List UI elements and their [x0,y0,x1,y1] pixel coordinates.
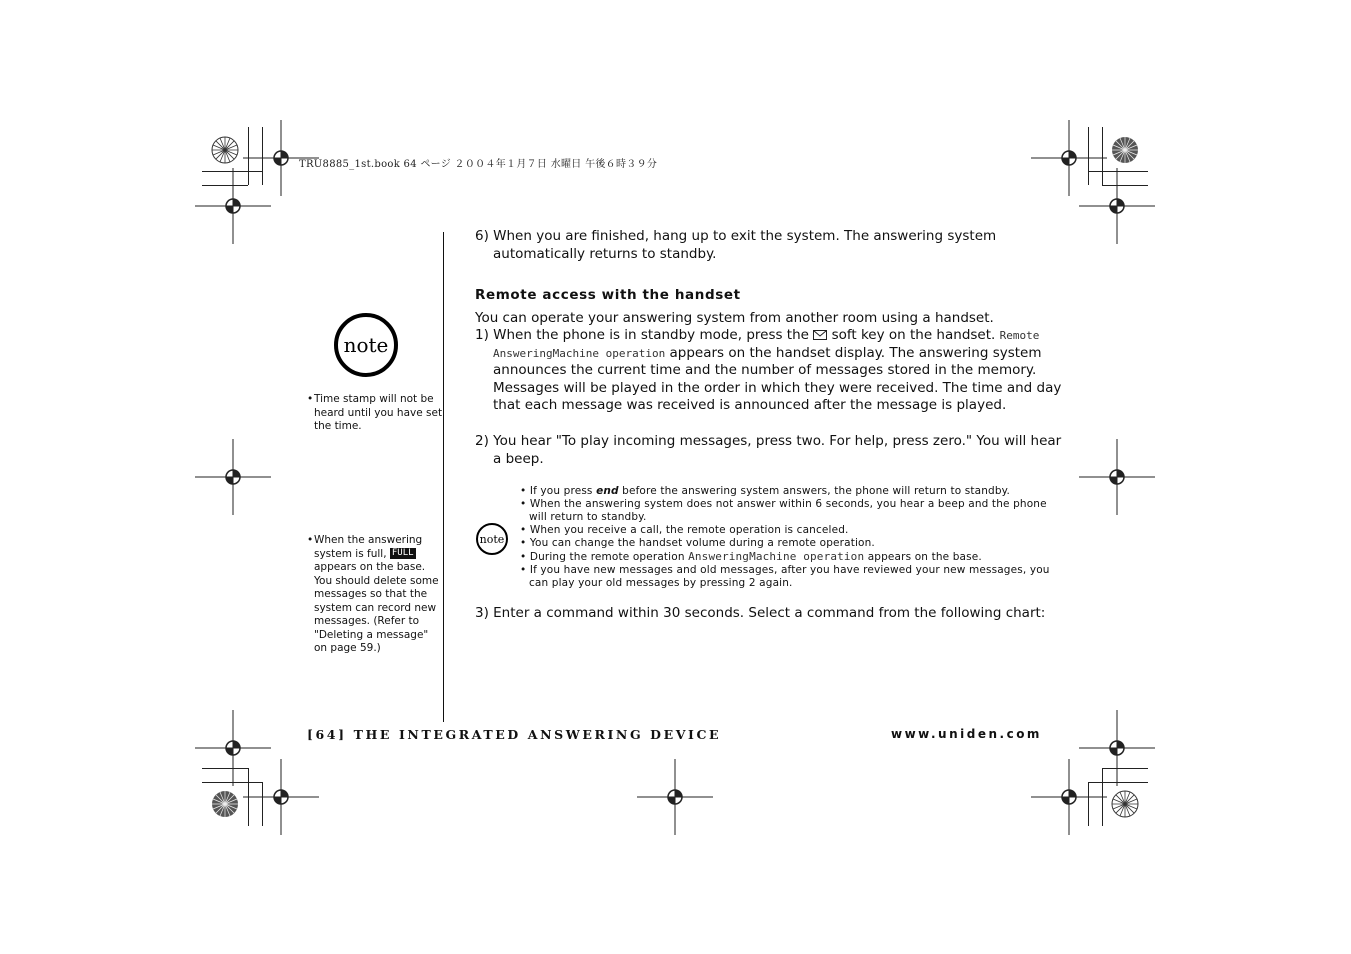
website-link[interactable]: www.uniden.com [891,727,1042,741]
base-display-text: AnsweringMachine operation [688,550,865,563]
sidebar-note-system-full [307,534,444,656]
lcd-full-indicator: FULL [391,548,414,558]
note-badge: note [334,313,398,377]
registration-mark-icon [1031,759,1107,835]
registration-mark-icon [637,759,713,835]
bullet: • [307,393,314,405]
registration-mark-icon [195,439,271,515]
sidebar-note-text: When the answering system is full, [314,534,423,560]
starburst-target-icon [212,137,238,163]
registration-mark-icon [1079,168,1155,244]
intro-paragraph: You can operate your answering system from another room using a handset. [475,310,994,326]
step-1: 1) When the phone is in standby mode, press the soft key on the handset. Remote AnsweringMachine operation appears on the handset display. The answering system announces the current time and the number of messages stored in the memory. Messages will be played in the order in which they were received. The time and day that each message was received is announced after the message is played. [475,327,1062,413]
bullet: • [307,534,314,546]
list-item: • When the answering system does not answer within 6 seconds, you hear a beep and the phone will return to standby. [520,498,1047,523]
note-bullet-list [520,485,1050,590]
step-6: 6) When you are finished, hang up to exit the system. The answering system automatically returns to standby. [475,228,997,262]
sidebar-note-time-stamp [307,393,444,434]
list-item: • When you receive a call, the remote operation is canceled. [520,524,849,536]
envelope-softkey-icon [813,330,827,340]
registration-mark-icon [1079,710,1155,786]
registration-mark-icon [243,759,319,835]
starburst-target-icon [212,791,238,817]
print-header: TRU8885_1st.book 64 ページ ２００４年１月７日 水曜日 午後６時３９分 [299,159,658,170]
page-footer-title: [64] THE INTEGRATED ANSWERING DEVICE [307,727,722,742]
sidebar-note-text: appears on the base. You should delete some messages so that the system can record new messages. (Refer to "Deleting a message" on page 59.) [314,561,439,654]
step-3: 3) Enter a command within 30 seconds. Select a command from the following chart: [475,605,1046,621]
section-heading: Remote access with the handset [475,287,741,303]
registration-mark-icon [195,168,271,244]
sidebar-note-text: Time stamp will not be heard until you have set the time. [314,393,443,432]
registration-mark-icon [1079,439,1155,515]
step-2: 2) You hear "To play incoming messages, press two. For help, press zero." You will hear a beep. [475,433,1062,467]
starburst-target-icon [1112,137,1138,163]
note-badge-small: note [476,523,508,555]
end-key-label: end [596,485,619,497]
registration-mark-icon [1031,120,1107,196]
list-item: • If you press end before the answering system answers, the phone will return to standby. [520,485,1011,497]
registration-mark-icon [195,710,271,786]
handset-display-text: Remote AnsweringMachine operation [493,329,1040,360]
list-item: • If you have new messages and old messages, after you have reviewed your new messages, you can play your old messages by pressing 2 again. [520,564,1050,589]
starburst-target-icon [1112,791,1138,817]
list-item: • You can change the handset volume during a remote operation. [520,537,875,549]
list-item: • During the remote operation AnsweringMachine operation appears on the base. [520,550,982,563]
